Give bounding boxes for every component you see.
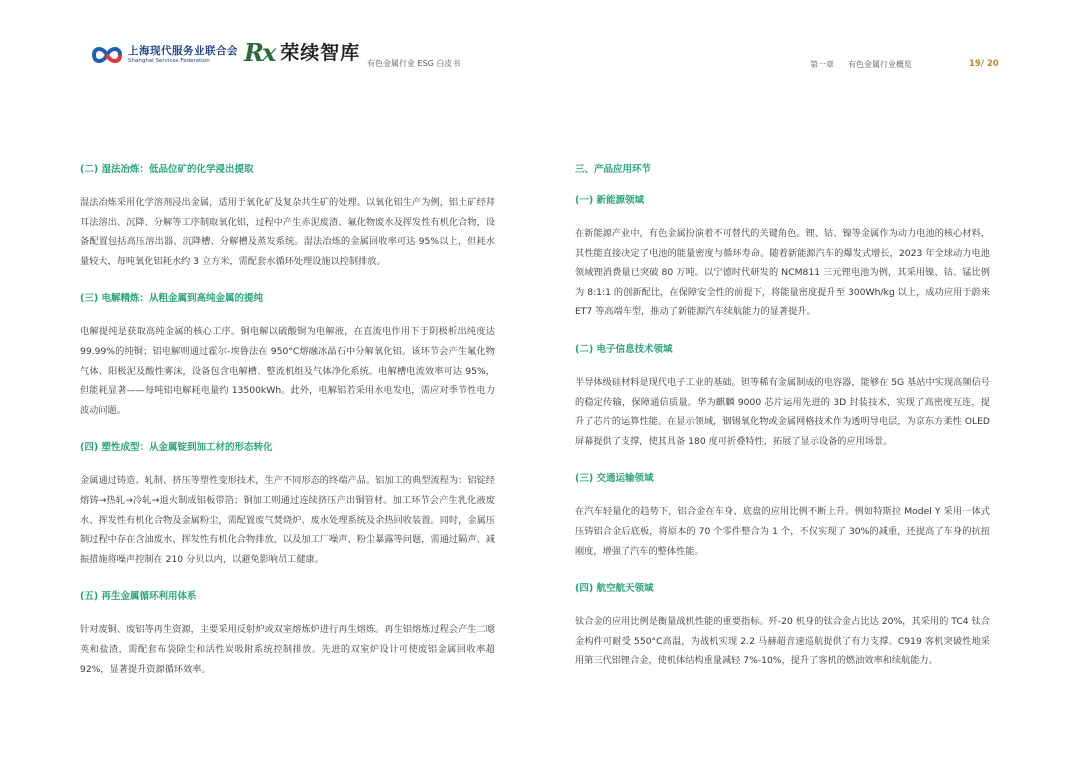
subsection-heading: (三) 交通运输领域	[575, 473, 654, 485]
rx-logo-mark: Rx	[244, 38, 275, 67]
subsection-heading: (二) 电子信息技术领域	[575, 343, 673, 355]
shanghai-services-federation-logo	[90, 42, 238, 68]
section-plastic-forming	[80, 440, 495, 569]
rx-think-tank-logo	[244, 40, 360, 66]
page-header	[0, 0, 1080, 90]
subsection-heading: (一) 新能源领域	[575, 195, 644, 206]
section-electrolytic-refining	[80, 291, 495, 420]
document-title: 有色金属行业 ESG 白皮书	[367, 59, 461, 68]
main-section-heading: 三、产品应用环节	[575, 164, 652, 175]
federation-name-en: Shanghai Services Federation	[128, 58, 210, 64]
subsection-aerospace	[575, 581, 990, 671]
chapter-number: 第一章	[810, 60, 834, 69]
left-column	[80, 162, 495, 699]
section-wet-smelting	[80, 162, 495, 271]
rx-logo-name: 荣续智库	[280, 42, 361, 64]
federation-emblem-icon	[90, 42, 124, 68]
subsection-paragraph: 钛合金的应用比例是衡量战机性能的重要指标。歼-20 机身的钛合金占比达 20%，其采用的 TC4 钛合金构件可耐受 550°C高温，为战机实现 2.2 马赫超音速巡航提供了有力支撑。C919 客机突破性地采用第三代铝锂合金，使机体结构重量减轻 7%-10%，提升了客机的燃油效率和续航能力。	[575, 616, 990, 667]
section-heading: (三) 电解精炼：从粗金属到高纯金属的提纯	[80, 293, 263, 305]
subsection-paragraph: 半导体级硅材料是现代电子工业的基础。钽等稀有金属制成的电容器，能够在 5G 基站中实现高频信号的稳定传输，保障通信质量。华为麒麟 9000 芯片运用先进的 3D 封装技术，实现了高密度互连，提升了芯片的运算性能。在显示领域，铟锡氧化物或金属网格技术作为透明导电层，为京东方柔性 OLED 屏幕提供了支撑，使其具备 180 度可折叠特性，拓展了显示设备的应用场景。	[575, 376, 990, 447]
section-heading: (二) 湿法冶炼：低品位矿的化学浸出提取	[80, 164, 254, 175]
section-paragraph: 针对废铜、废铝等再生资源，主要采用反射炉或双室熔炼炉进行再生熔炼。再生铝熔炼过程会产生二噁英和盐渣，需配套布袋除尘和活性炭吸附系统控制排放。先进的双室炉设计可使废铝金属回收率超 92%，显著提升资源循环效率。	[80, 624, 495, 675]
page-number: 19/ 20	[969, 59, 999, 69]
section-paragraph: 金属通过铸造、轧制、挤压等塑性变形技术，生产不同形态的终端产品。铝加工的典型流程为：铝锭经熔铸→热轧→冷轧→退火制成铝板带箔；铜加工则通过连续挤压产出铜管材。加工环节会产生乳化液废水、挥发性有机化合物及金属粉尘，需配置废气焚烧炉、废水处理系统及余热回收装置。同时，金属压制过程中存在含油废水、挥发性有机化合物排放，以及加工厂噪声、粉尘暴露等问题，需通过隔声、减振措施将噪声控制在 210 分贝以内，以避免影响员工健康。	[80, 475, 495, 565]
chapter-title: 有色金属行业概览	[848, 60, 912, 69]
section-heading: (四) 塑性成型：从金属锭到加工材的形态转化	[80, 442, 273, 454]
subsection-paragraph: 在汽车轻量化的趋势下，铝合金在车身、底盘的应用比例不断上升。例如特斯拉 Model Y 采用一体式压铸铝合金后底板，将原本的 70 个零件整合为 1 个，不仅实现了 30%的减重，还提高了车身的抗扭刚度，增强了汽车的整体性能。	[575, 506, 990, 557]
section-paragraph: 湿法冶炼采用化学溶剂浸出金属，适用于氧化矿及复杂共生矿的处理。以氧化铝生产为例，铝土矿经拜耳法溶出、沉降、分解等工序制取氧化铝，过程中产生赤泥废渣、氟化物废水及挥发性有机化合物，设备配置包括高压溶出器、沉降槽、分解槽及蒸发系统。湿法冶炼的金属回收率可达 95%以上，但耗水量较大，每吨氧化铝耗水约 3 立方米，需配套水循环处理设施以控制排放。	[80, 197, 495, 267]
subsection-new-energy	[575, 193, 990, 322]
section-recycled-metals	[80, 589, 495, 679]
chapter-label	[810, 59, 912, 70]
section-heading: (五) 再生金属循环利用体系	[80, 591, 197, 603]
federation-name-cn: 上海现代服务业联合会	[128, 45, 238, 57]
subsection-paragraph: 在新能源产业中，有色金属扮演着不可替代的关键角色。锂、钴、镍等金属作为动力电池的核心材料，其性能直接决定了电池的能量密度与循环寿命。随着新能源汽车的爆发式增长，2023 年全球动力电池领域锂消费量已突破 80 万吨。以宁德时代研发的 NCM811 三元锂电池为例，其采用镍、钴、锰比例为 8:1:1 的创新配比，在保障安全性的前提下，将能量密度提升至 300Wh/kg 以上，成功应用于蔚来 ET7 等高端车型，推动了新能源汽车续航能力的显著提升。	[575, 228, 990, 318]
subsection-heading: (四) 航空航天领域	[575, 583, 654, 595]
right-column	[575, 162, 990, 691]
subsection-transportation	[575, 471, 990, 561]
subsection-electronics	[575, 342, 990, 451]
section-paragraph: 电解提纯是获取高纯金属的核心工序。铜电解以硫酸铜为电解液，在直流电作用下于阴极析出纯度达 99.99%的纯铜；铝电解则通过霍尔-埃鲁法在 950°C熔融冰晶石中分解氧化铝。该环节会产生氟化物气体、阳极泥及酸性雾沫，设备包含电解槽、整流机组及气体净化系统。电解槽电流效率可达 95%，但能耗显著——每吨铝电解耗电量约 13500kWh。此外，电解铝若采用水电发电，需应对季节性电力波动问题。	[80, 326, 495, 416]
